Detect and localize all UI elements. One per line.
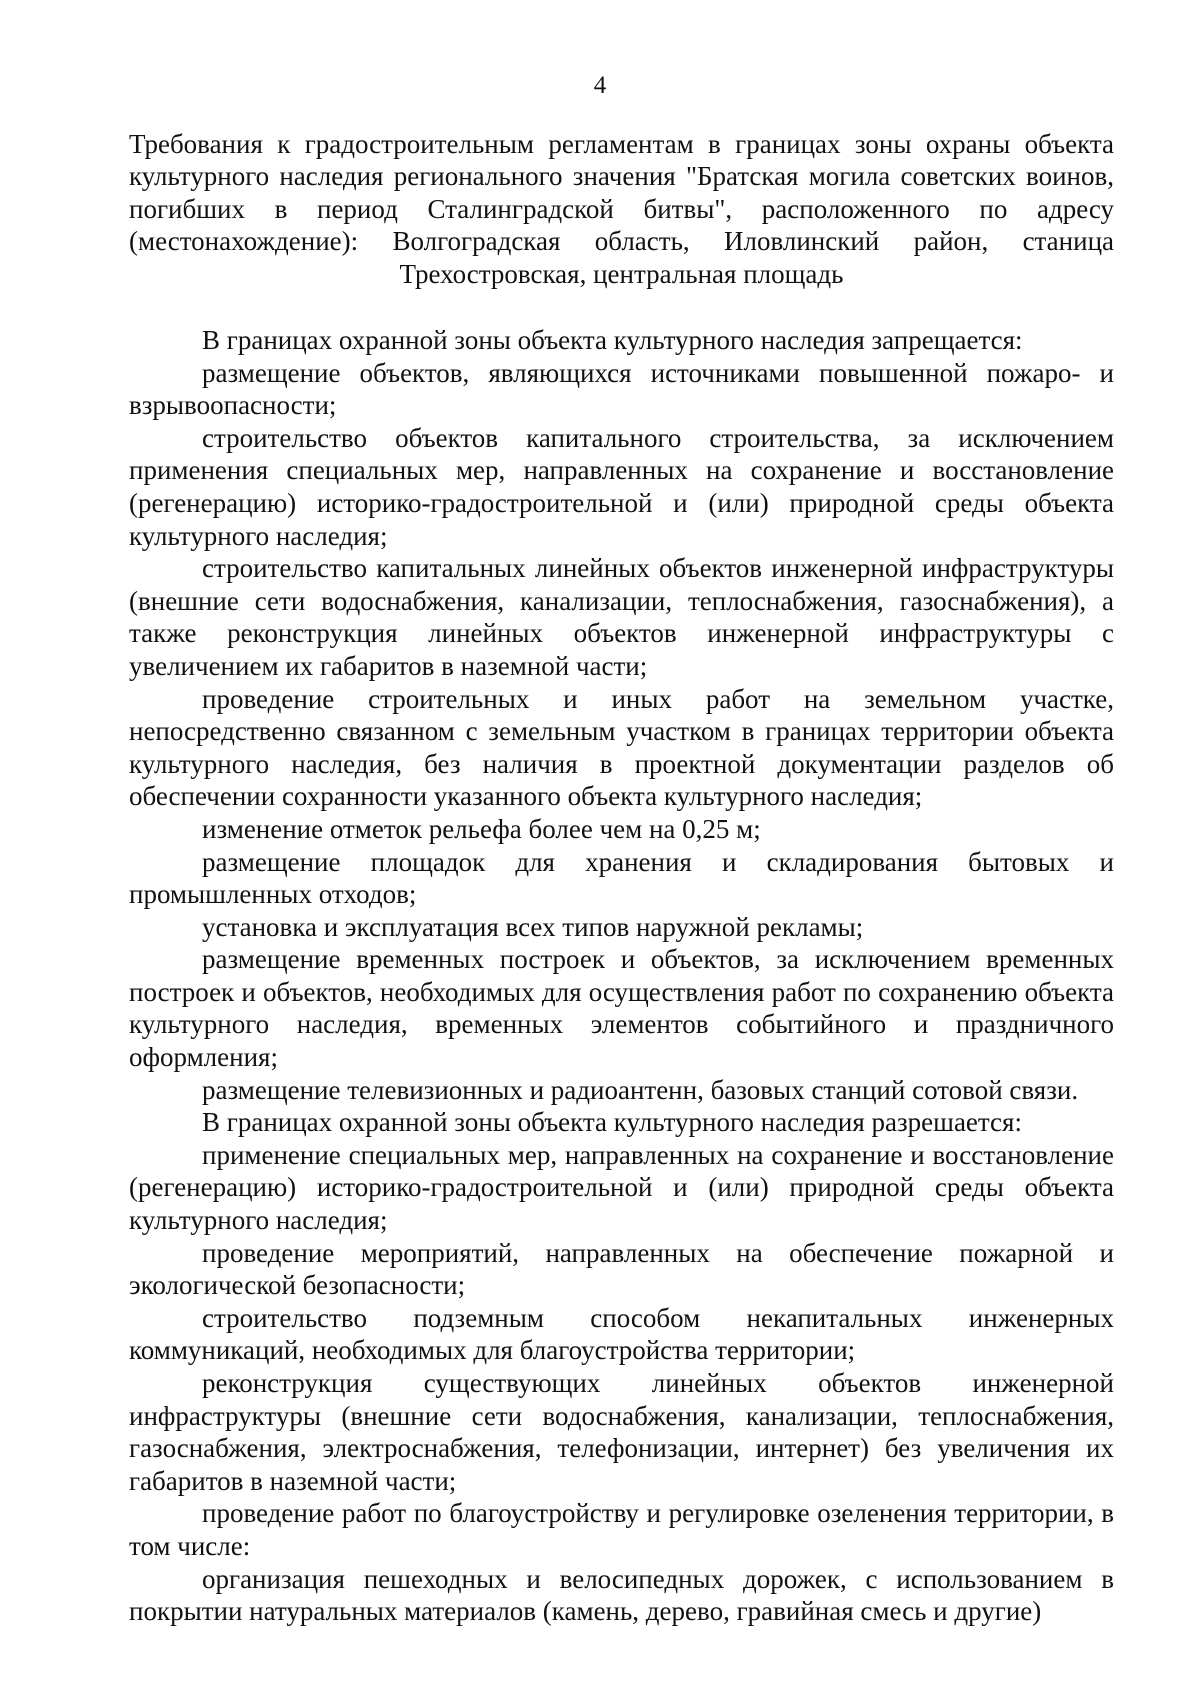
list-item: проведение мероприятий, направленных на обеспечение пожарной и экологической безопасности;	[129, 1237, 1114, 1301]
list-item: размещение временных построек и объектов, за исключением временных построек и объектов, необходимых для осуществления работ по сохранению объекта культурного наследия, временных элементов событийного и праздничного оформления;	[129, 944, 1114, 1073]
document-title: Требования к градостроительным регламентам в границах зоны охраны объекта культурного наследия регионального значения "Братская могила советских воинов, погибших в период Сталинградской битвы", расположенного по адресу (местонахождение): Волгоградская область, Иловлинский район, станица Трехостровская, центральная площадь	[129, 129, 1114, 289]
list-item: строительство капитальных линейных объектов инженерной инфраструктуры (внешние сети водоснабжения, канализации, теплоснабжения, газоснабжения), а также реконструкция линейных объектов инженерной инфраструктуры с увеличением их габаритов в наземной части;	[129, 553, 1114, 681]
list-item: применение специальных мер, направленных на сохранение и восстановление (регенерацию) историко-градостроительной и (или) природной среды объекта культурного наследия;	[129, 1139, 1114, 1236]
document-body	[129, 324, 1114, 1628]
page-number: 4	[593, 72, 607, 99]
list-item: размещение объектов, являющихся источниками повышенной пожаро- и взрывоопасности;	[129, 357, 1114, 421]
paragraph-permitted-intro: В границах охранной зоны объекта культурного наследия разрешается:	[202, 1107, 1022, 1138]
list-item: проведение работ по благоустройству и регулировке озеленения территории, в том числе:	[129, 1498, 1114, 1561]
list-item: размещение телевизионных и радиоантенн, базовых станций сотовой связи.	[202, 1074, 1079, 1105]
list-item: установка и эксплуатация всех типов наружной рекламы;	[202, 911, 864, 942]
list-item: проведение строительных и иных работ на земельном участке, непосредственно связанном с земельным участком в границах территории объекта культурного наследия, без наличия в проектной документации разделов об обеспечении сохранности указанного объекта культурного наследия;	[129, 683, 1114, 812]
list-item: строительство объектов капитального строительства, за исключением применения специальных мер, направленных на сохранение и восстановление (регенерацию) историко-градостроительной и (или) природной среды объекта культурного наследия;	[129, 422, 1114, 551]
list-item: изменение отметок рельефа более чем на 0,25 м;	[202, 813, 761, 844]
list-item: организация пешеходных и велосипедных дорожек, с использованием в покрытии натуральных материалов (камень, дерево, гравийная смесь и другие)	[129, 1563, 1114, 1627]
list-item: размещение площадок для хранения и складирования бытовых и промышленных отходов;	[129, 846, 1114, 910]
list-item: строительство подземным способом некапитальных инженерных коммуникаций, необходимых для благоустройства территории;	[129, 1302, 1114, 1366]
paragraph-prohibited-intro: В границах охранной зоны объекта культурного наследия запрещается:	[202, 325, 1023, 355]
list-item: реконструкция существующих линейных объектов инженерной инфраструктуры (внешние сети водоснабжения, канализации, теплоснабжения, газоснабжения, электроснабжения, телефонизации, интернет) без увеличения их габаритов в наземной части;	[129, 1368, 1114, 1496]
